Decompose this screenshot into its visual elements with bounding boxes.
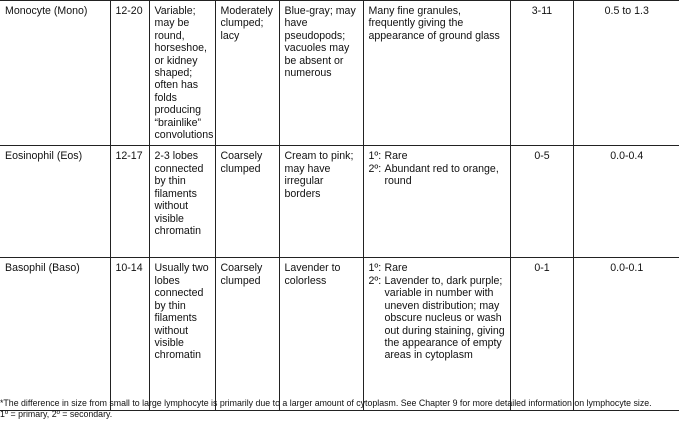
granule-footnote: 1º = primary, 2º = secondary. bbox=[0, 409, 113, 419]
granule-prefix: 2º: bbox=[368, 162, 382, 175]
cell-relative-value: 0-1 bbox=[510, 258, 573, 411]
cell-absolute-value: 0.5 to 1.3 bbox=[573, 1, 679, 146]
cell-nucleus: Variable; may be round, horseshoe, or kidney shaped; often has folds producing “brainlike” convolutions bbox=[149, 1, 215, 146]
cell-relative-value: 0-5 bbox=[510, 146, 573, 258]
granule-text: Abundant red to orange, round bbox=[384, 162, 499, 188]
cell-size: 12-17 bbox=[110, 146, 149, 258]
granule-line-primary bbox=[369, 262, 506, 274]
cell-nucleus: Usually two lobes connected by thin filaments without visible chromatin bbox=[149, 258, 215, 411]
granule-prefix: 1º: bbox=[368, 150, 382, 163]
table-row-monocyte bbox=[0, 1, 679, 146]
cell-type: Basophil (Baso) bbox=[0, 258, 110, 411]
cell-absolute-value: 0.0-0.4 bbox=[573, 146, 679, 258]
cell-size: 10-14 bbox=[110, 258, 149, 411]
granule-text: Rare bbox=[384, 150, 408, 163]
cell-granules bbox=[363, 146, 510, 258]
granule-prefix: 1º: bbox=[368, 262, 382, 275]
cell-type: Monocyte (Mono) bbox=[0, 1, 110, 146]
granule-text: Rare bbox=[384, 262, 408, 275]
cell-nucleus: 2-3 lobes connected by thin filaments without visible chromatin bbox=[149, 146, 215, 258]
granule-text: Lavender to, dark purple; variable in number with uneven distribution; may obscure nucleus or wash out during staining, giving the appearance of empty areas in cytoplasm bbox=[384, 274, 505, 362]
cell-cytoplasm: Cream to pink; may have irregular borders bbox=[279, 146, 363, 258]
cell-relative-value: 3-11 bbox=[510, 1, 573, 146]
granule-line-secondary bbox=[369, 275, 506, 362]
table-footnotes bbox=[0, 398, 679, 420]
granule-line-secondary bbox=[369, 163, 506, 188]
cell-chromatin: Coarsely clumped bbox=[215, 258, 279, 411]
cell-granules bbox=[363, 258, 510, 411]
cell-chromatin: Coarsely clumped bbox=[215, 146, 279, 258]
granule-line-primary bbox=[369, 150, 506, 162]
cell-cytoplasm: Lavender to colorless bbox=[279, 258, 363, 411]
table-row-eosinophil bbox=[0, 146, 679, 258]
size-footnote: *The difference in size from small to large lymphocyte is primarily due to a larger amount of cytoplasm. See Chapter 9 for more detailed information on lymphocyte size. bbox=[0, 398, 652, 408]
cell-absolute-value: 0.0-0.1 bbox=[573, 258, 679, 411]
table-row-basophil bbox=[0, 258, 679, 411]
cell-chromatin: Moderately clumped; lacy bbox=[215, 1, 279, 146]
granule-prefix: 2º: bbox=[368, 274, 382, 287]
cell-granules bbox=[363, 1, 510, 146]
granule-text: Many fine granules, frequently giving the appearance of ground glass bbox=[368, 5, 500, 42]
cell-size: 12-20 bbox=[110, 1, 149, 146]
cell-type: Eosinophil (Eos) bbox=[0, 146, 110, 258]
cell-cytoplasm: Blue-gray; may have pseudopods; vacuoles may be absent or numerous bbox=[279, 1, 363, 146]
